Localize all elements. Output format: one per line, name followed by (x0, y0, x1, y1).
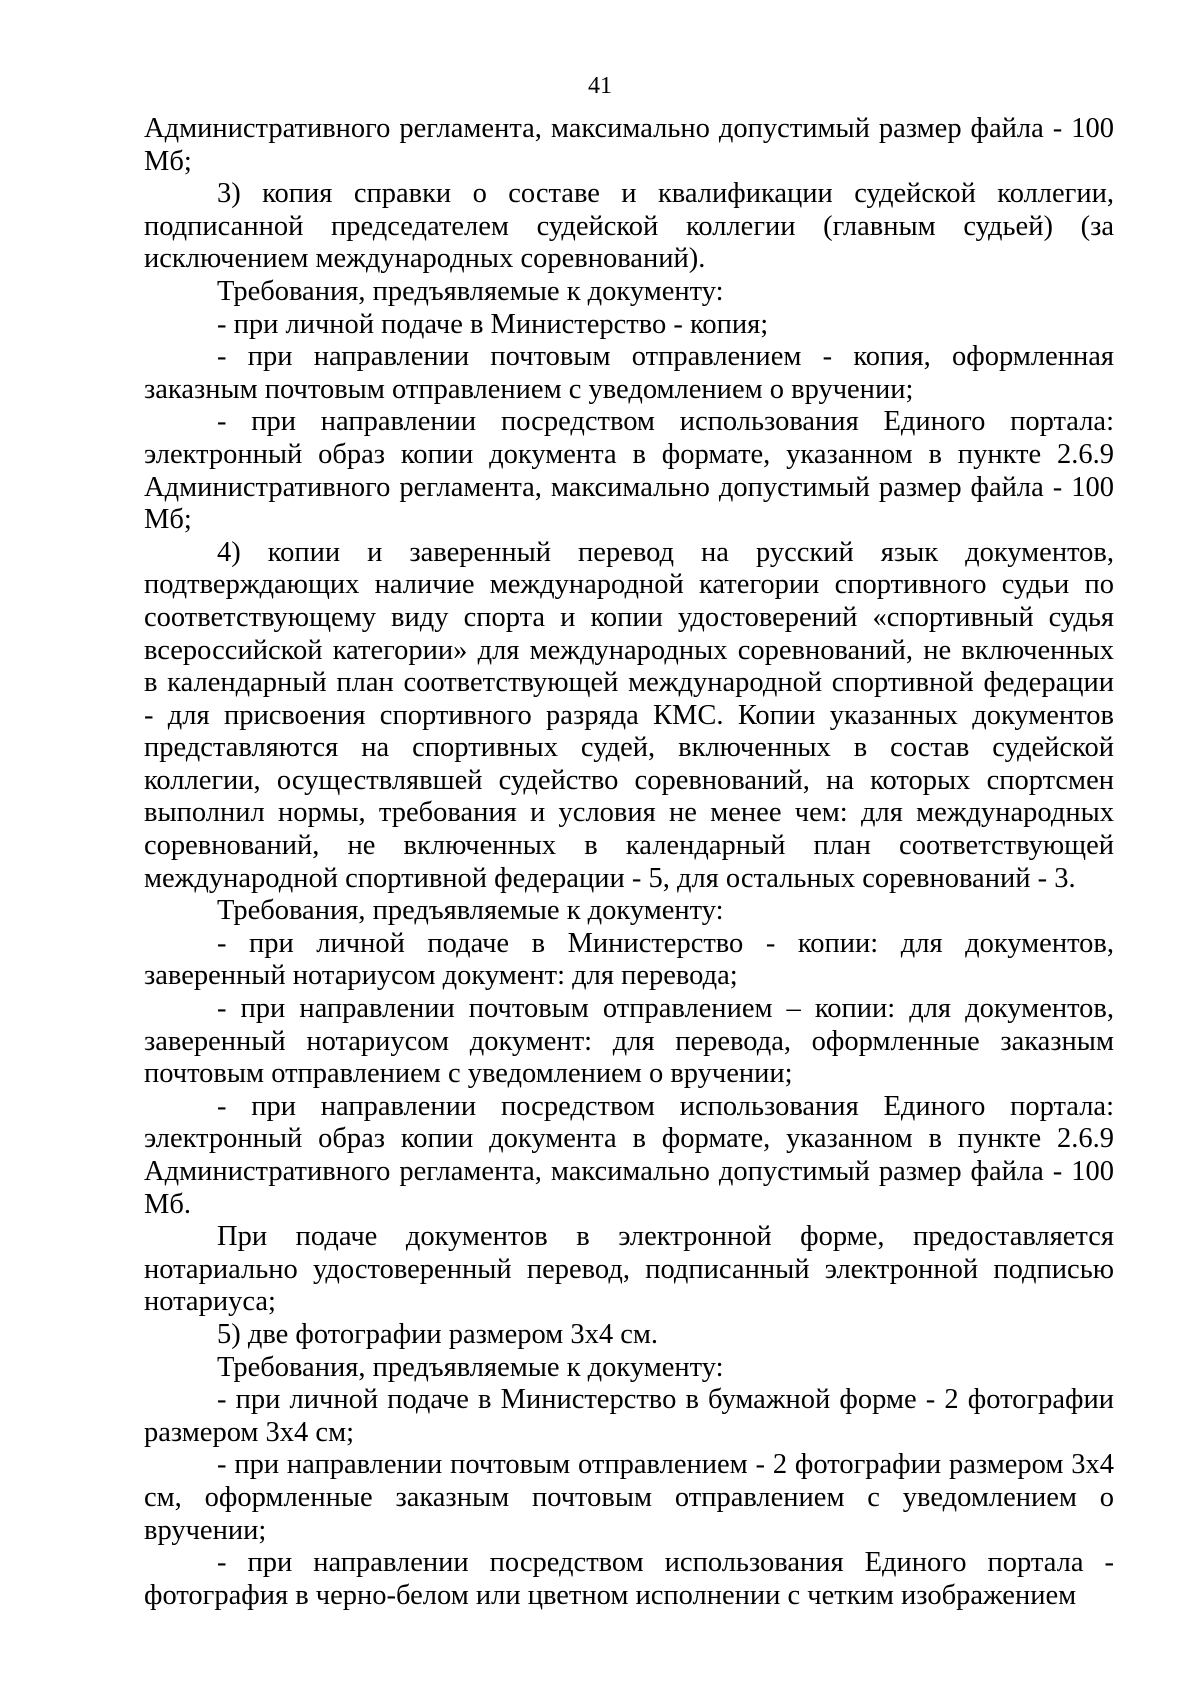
paragraph-requirement-in-person: - при личной подаче в Министерство - копии: для документов, заверенный нотариусом документ: для перевода; (144, 927, 1114, 992)
document-body (144, 113, 1114, 1612)
paragraph-item-3: 3) копия справки о составе и квалификации судейской коллегии, подписанной председателем судейской коллегии (главным судьей) (за исключением международных соревнований). (144, 178, 1114, 275)
paragraph-requirements-heading: Требования, предъявляемые к документу: (217, 895, 724, 927)
paragraph-requirement-postal: - при направлении почтовым отправлением – копии: для документов, заверенный нотариусом документ: для перевода, оформленные заказным почтовым отправлением с уведомлением о вручении; (144, 993, 1114, 1090)
paragraph-item-4: 4) копии и заверенный перевод на русский язык документов, подтверждающих наличие международной категории спортивного судьи по соответствующему виду спорта и копии удостоверений «спортивный судья всероссийской категории» для международных соревнований, не включенных в календарный план соответствующей международной спортивной федерации - для присвоения спортивного разряда КМС. Копии указанных документов представляются на спортивных судей, включенных в состав судейской коллегии, осуществлявшей судейство соревнований, на которых спортсмен выполнил нормы, требования и условия не менее чем: для международных соревнований, не включенных в календарный план соответствующей международной спортивной федерации - 5, для остальных соревнований - 3. (144, 536, 1114, 894)
paragraph-continuation: Административного регламента, максимально допустимый размер файла - 100 Мб; (144, 113, 1114, 177)
paragraph-requirement-portal: - при направлении посредством использования Единого портала: электронный образ копии документа в формате, указанном в пункте 2.6.9 Административного регламента, максимально допустимый размер файла - 100 Мб; (144, 406, 1114, 536)
paragraph-requirements-heading: Требования, предъявляемые к документу: (217, 275, 724, 307)
paragraph-requirement-postal: - при направлении почтовым отправлением - 2 фотографии размером 3х4 см, оформленные заказным почтовым отправлением с уведомлением о вручении; (144, 1449, 1114, 1546)
paragraph-requirement-portal: - при направлении посредством использования Единого портала - фотография в черно-белом или цветном исполнении с четким изображением (144, 1547, 1114, 1611)
paragraph-item-5: 5) две фотографии размером 3х4 см. (217, 1318, 659, 1350)
paragraph-requirement-postal: - при направлении почтовым отправлением - копия, оформленная заказным почтовым отправлением с уведомлением о вручении; (144, 341, 1114, 405)
paragraph-requirement-in-person: - при личной подаче в Министерство в бумажной форме - 2 фотографии размером 3х4 см; (144, 1384, 1114, 1448)
page-number: 41 (588, 73, 612, 99)
paragraph-requirement-in-person: - при личной подаче в Министерство - копия; (217, 308, 769, 340)
paragraph-electronic-submission-note: При подаче документов в электронной форме, предоставляется нотариально удостоверенный перевод, подписанный электронной подписью нотариуса; (144, 1221, 1114, 1318)
paragraph-requirements-heading: Требования, предъявляемые к документу: (217, 1351, 724, 1383)
paragraph-requirement-portal: - при направлении посредством использования Единого портала: электронный образ копии документа в формате, указанном в пункте 2.6.9 Административного регламента, максимально допустимый размер файла - 100 Мб. (144, 1090, 1114, 1220)
